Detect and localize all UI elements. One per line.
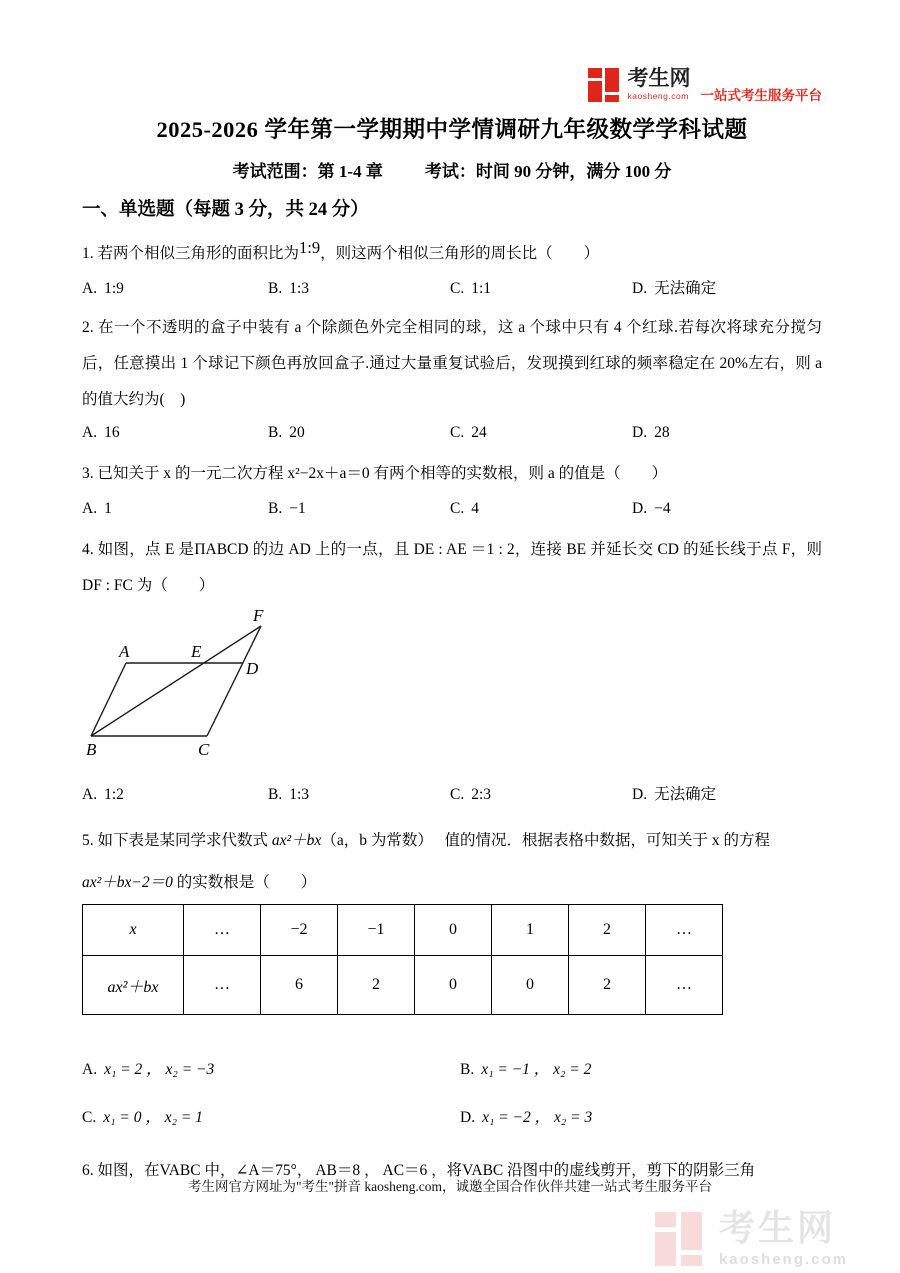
table-cell: … [646, 905, 723, 956]
table-cell: 0 [415, 956, 492, 1015]
question-5-options [82, 1059, 822, 1129]
kaosheng-logo [588, 68, 823, 104]
question-5-stem: 5. 如下表是某同学求代数式 ax²＋bx（a，b 为常数） 值的情况．根据表格中数据，可知关于 x 的方程 ax²＋bx−2＝0 的实数根是（ ） [82, 832, 770, 891]
table-cell: … [646, 956, 723, 1015]
option-d: D. −4 [632, 500, 671, 517]
question-1-options [82, 278, 822, 300]
logo-text [628, 68, 691, 101]
table-cell: … [184, 956, 261, 1015]
watermark-domain: kaosheng.com [718, 1251, 848, 1268]
question-2-stem: 2. 在一个不透明的盒子中装有 a 个除颜色外完全相同的球，这 a 个球中只有 4 个红球.若每次将球充分搅匀后，任意摸出 1 个球记下颜色再放回盒子.通过大量重复试验后，发现摸到红球的频率稳定在 20%左右，则 a 的值大约为( ) [82, 319, 822, 408]
watermark-text [718, 1207, 848, 1268]
option-c: C. 24 [450, 424, 487, 441]
table-cell: 6 [261, 956, 338, 1015]
table-cell: x [83, 905, 184, 956]
question-4-options [82, 784, 822, 806]
question-6-stem: 6. 如图，在VABC 中，∠A＝75°， AB＝8 ， AC＝6 ，将VABC 沿图中的虚线剪开，剪下的阴影三角 [82, 1162, 756, 1179]
question-1-stem: 1. 若两个相似三角形的面积比为1:9，则这两个相似三角形的周长比（ ） [82, 238, 600, 262]
table-cell: 2 [569, 956, 646, 1015]
watermark [655, 1207, 848, 1268]
option-c: C. 4 [450, 500, 479, 517]
vertex-label-e: E [191, 642, 202, 661]
option-a: A. 1:9 [82, 280, 124, 297]
table-row-expression [83, 956, 723, 1015]
vertex-label-a: A [119, 642, 130, 661]
option-c: C. 2:3 [450, 786, 492, 803]
figure-parallelogram [86, 608, 336, 773]
logo-domain: kaosheng.com [627, 91, 689, 101]
exam-duration: 考试：时间 90 分钟，满分 100 分 [424, 162, 672, 181]
section-heading: 一、单选题（每题 3 分，共 24 分） [82, 200, 369, 220]
vertex-label-f: F [253, 608, 264, 625]
table-cell: 2 [569, 905, 646, 956]
table-cell: 0 [415, 905, 492, 956]
option-c: C. x₁ = 0 ， x₂ = 1 [82, 1109, 203, 1126]
exam-title: 2025-2026 学年第一学期期中学情调研九年级数学学科试题 [156, 117, 748, 142]
option-b: B. 1:3 [268, 280, 310, 297]
question-4-stem: 4. 如图，点 E 是ΠABCD 的边 AD 上的一点，且 DE : AE ＝1 : 2，连接 BE 并延长交 CD 的延长线于点 F，则 DF : FC 为（ ） [82, 541, 822, 594]
option-a: A. 1 [82, 500, 112, 517]
question-3-options [82, 498, 822, 520]
option-a: A. x₁ = 2 ， x₂ = −3 [82, 1061, 215, 1078]
equation-expression: ax²＋bx−2＝0 [82, 874, 173, 891]
option-d: D. 无法确定 [632, 786, 717, 803]
table-cell: −2 [261, 905, 338, 956]
footer-note: 考生网官方网址为"考生"拼音 kaosheng.com，诚邀全国合作伙伴共建一站式考生服务平台 [187, 1179, 712, 1194]
vertex-label-c: C [198, 740, 210, 759]
vertex-label-d: D [246, 659, 259, 678]
table-row-x [83, 905, 723, 956]
option-b: B. −1 [268, 500, 306, 517]
table-cell: … [184, 905, 261, 956]
header [82, 0, 822, 110]
option-d: D. x₁ = −2 ， x₂ = 3 [460, 1109, 593, 1126]
logo-tagline: 一站式考生服务平台 [700, 88, 822, 103]
table-cell: −1 [338, 905, 415, 956]
watermark-brand: 考生网 [718, 1207, 836, 1248]
question-3-stem: 3. 已知关于 x 的一元二次方程 x²−2x＋a＝0 有两个相等的实数根，则 a 的值是（ ） [82, 465, 668, 482]
option-d: D. 无法确定 [632, 280, 717, 297]
option-a: A. 1:2 [82, 786, 124, 803]
table-cell: ax²＋bx [83, 956, 184, 1015]
algebraic-expression: ax²＋bx [271, 832, 322, 849]
exam-subtitle [82, 157, 822, 182]
table-cell: 1 [492, 905, 569, 956]
option-b: B. 20 [268, 424, 305, 441]
logo-brand: 考生网 [627, 67, 691, 90]
question-4-figure [86, 608, 822, 778]
question-2-options [82, 422, 822, 444]
option-b: B. 1:3 [268, 786, 310, 803]
option-d: D. 28 [632, 424, 670, 441]
values-table [82, 904, 723, 1015]
option-c: C. 1:1 [450, 280, 492, 297]
table-cell: 0 [492, 956, 569, 1015]
option-a: A. 16 [82, 424, 120, 441]
kaosheng-watermark-icon [655, 1212, 707, 1266]
kaosheng-logo-icon [588, 68, 622, 102]
table-cell: 2 [338, 956, 415, 1015]
ratio-expression: 1:9 [299, 238, 321, 257]
exam-scope: 考试范围：第 1-4 章 [232, 162, 383, 181]
option-b: B. x₁ = −1 ， x₂ = 2 [460, 1061, 592, 1078]
vertex-label-b: B [86, 740, 97, 759]
